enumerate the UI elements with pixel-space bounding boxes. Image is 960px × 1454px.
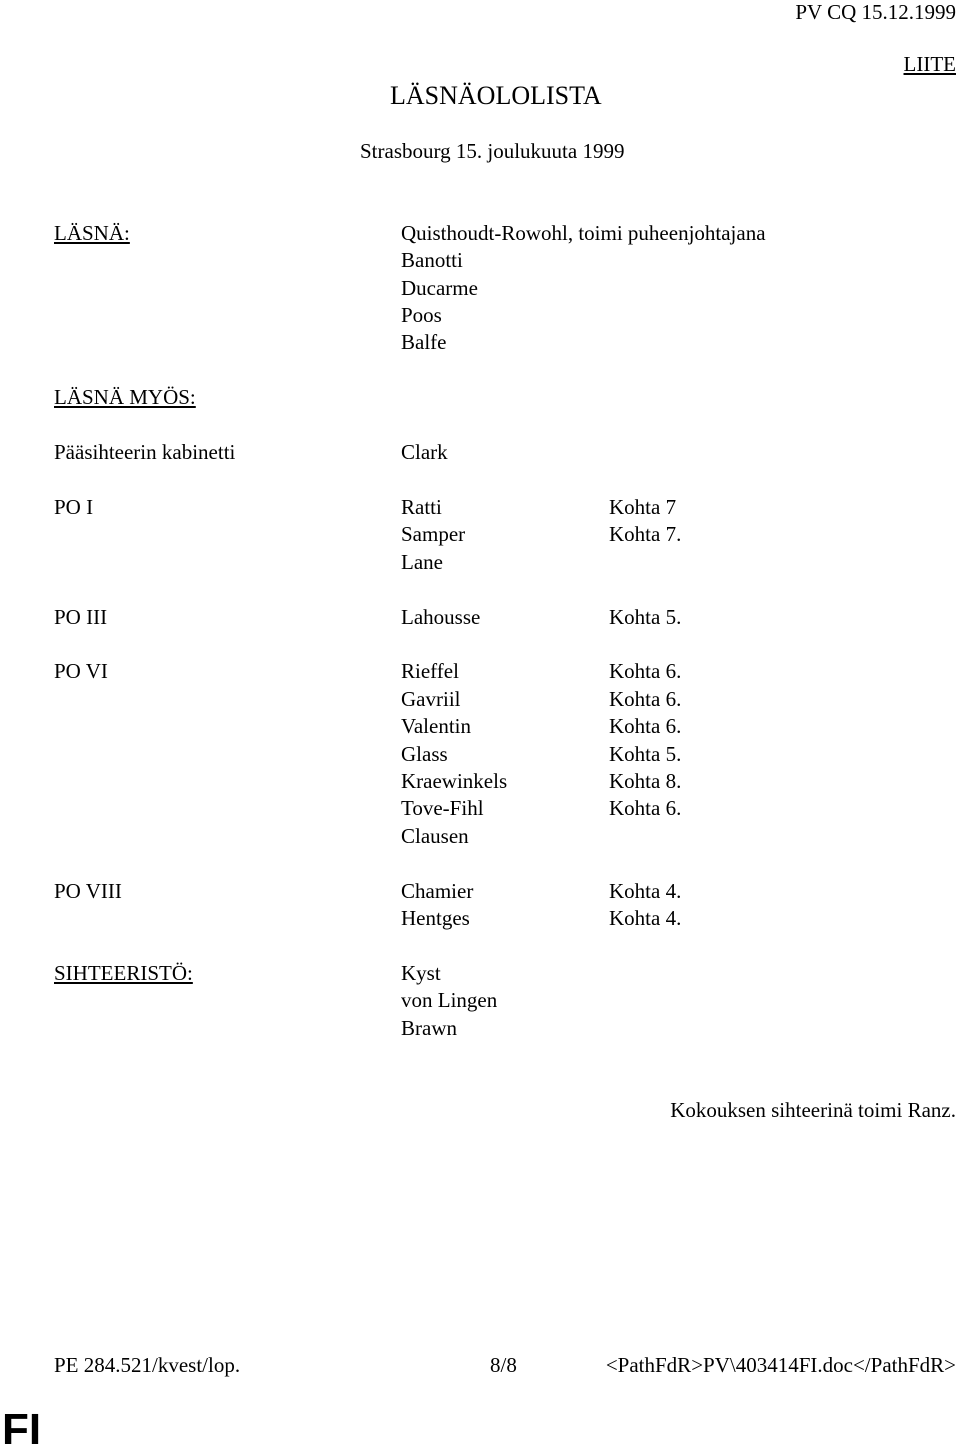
footer-doc-ref: PE 284.521/kvest/lop. [54,1353,241,1377]
attendee-name: Ratti [401,495,442,519]
agenda-item: Kohta 7. [609,522,682,546]
agenda-item: Kohta 6. [609,687,682,711]
attendee-name: Chamier [401,879,474,903]
attendee-name: Glass [401,742,448,766]
group-label: PO I [54,495,94,519]
group-label: PO VIII [54,879,122,903]
footer-page-number: 8/8 [490,1353,517,1377]
secretariat-member: Brawn [401,1016,457,1040]
language-code: FI [2,1405,42,1454]
secretariat-member: von Lingen [401,988,498,1012]
agenda-item: Kohta 5. [609,605,682,629]
secretariat-label: SIHTEERISTÖ: [54,961,193,985]
present-member: Poos [401,303,442,327]
place-date: Strasbourg 15. joulukuuta 1999 [360,139,625,163]
also-present-label: LÄSNÄ MYÖS: [54,385,196,409]
agenda-item: Kohta 5. [609,742,682,766]
agenda-item: Kohta 8. [609,769,682,793]
cabinet-name: Clark [401,440,448,464]
agenda-item: Kohta 4. [609,906,682,930]
present-member: Banotti [401,248,463,272]
agenda-item: Kohta 6. [609,659,682,683]
document-reference: PV CQ 15.12.1999 [795,0,956,24]
present-label: LÄSNÄ: [54,221,130,245]
footer-file-path: <PathFdR>PV\403414FI.doc</PathFdR> [605,1353,956,1377]
attendee-name: Kraewinkels [401,769,508,793]
attendee-name: Lahousse [401,605,481,629]
group-label: PO III [54,605,108,629]
attendee-name: Gavriil [401,687,461,711]
secretariat-member: Kyst [401,961,441,985]
page-title: LÄSNÄOLOLISTA [390,81,602,110]
agenda-item: Kohta 6. [609,714,682,738]
agenda-item: Kohta 6. [609,796,682,820]
secretary-note: Kokouksen sihteerinä toimi Ranz. [670,1098,956,1122]
present-member: Quisthoudt-Rowohl, toimi puheenjohtajana [401,221,766,245]
attendee-name: Rieffel [401,659,459,683]
attendee-name: Tove-Fihl [401,796,484,820]
agenda-item: Kohta 7 [609,495,677,519]
attendee-name: Clausen [401,824,469,848]
present-member: Balfe [401,330,447,354]
attendee-name: Valentin [401,714,471,738]
group-label: PO VI [54,659,108,683]
annex-label: LIITE [903,52,956,76]
attendee-name: Lane [401,550,443,574]
attendee-name: Hentges [401,906,470,930]
present-member: Ducarme [401,276,478,300]
attendee-name: Samper [401,522,466,546]
agenda-item: Kohta 4. [609,879,682,903]
cabinet-label: Pääsihteerin kabinetti [54,440,236,464]
